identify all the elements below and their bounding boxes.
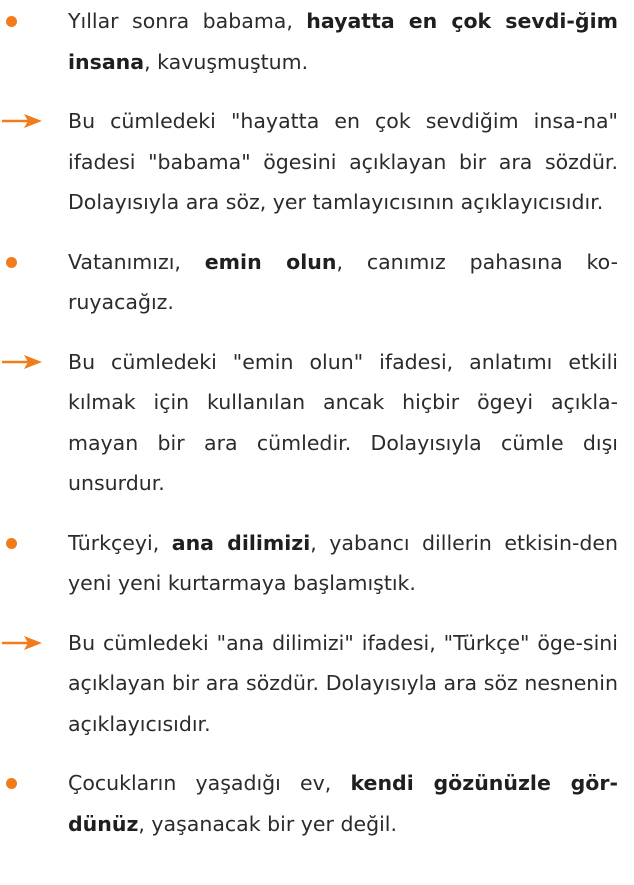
sentence-bold-phrase: ana dilimizi [171, 530, 311, 555]
example-sentence-1 [0, 1, 618, 82]
example-sentence-3 [0, 523, 618, 604]
bullet-dot-icon [6, 538, 17, 549]
explanation-text: Bu cümledeki "ana dilimizi" ifadesi, "Türkçe" öge-sini açıklayan bir ara sözdür. Dolayısıyla ara söz nesnenin açıklayıcısıdır. [68, 630, 618, 736]
sentence-bold-phrase: hayatta en çok sevdi-ğim insana [68, 9, 618, 74]
explanation-text: Bu cümledeki "hayatta en çok sevdiğim insa-na" ifadesi "babama" ögesini açıklayan bir ara sözdür. Dolayısıyla ara söz, yer tamlayıcısının açıklayıcısıdır. [68, 109, 618, 214]
explanation-2 [0, 342, 618, 504]
sentence-text-before: Türkçeyi, [68, 530, 172, 555]
bullet-dot-icon [6, 778, 17, 789]
sentence-text-before: Vatanımızı, [68, 249, 205, 274]
arrow-right-icon [0, 631, 44, 655]
bullet-dot-icon [6, 257, 17, 268]
sentence-text-after: , canımız pahasına ko-ruyacağız. [68, 249, 618, 314]
sentence-bold-phrase: emin olun [204, 249, 337, 274]
sentence-text-after: , yabancı dillerin etkisin-den yeni yeni kurtarmaya başlamıştık. [68, 530, 618, 595]
arrow-right-icon [0, 109, 44, 133]
example-sentence-4 [0, 763, 618, 844]
bullet-dot-icon [6, 16, 17, 27]
explanation-text: Bu cümledeki "emin olun" ifadesi, anlatımı etkili kılmak için kullanılan ancak hiçbir ögeyi açıkla-mayan bir ara cümledir. Dolayısıyla cümle dışı unsurdur. [68, 349, 618, 495]
example-sentence-2 [0, 242, 618, 323]
sentence-text-after: , yaşanacak bir yer değil. [138, 811, 398, 836]
sentence-text-before: Çocukların yaşadığı ev, [68, 771, 351, 795]
sentence-bold-phrase: kendi gözünüzle gör-dünüz [68, 771, 618, 836]
arrow-right-icon [0, 350, 44, 374]
explanation-1 [0, 101, 618, 223]
sentence-text-before: Yıllar sonra babama, [68, 9, 307, 33]
explanation-3 [0, 623, 618, 745]
sentence-text-after: , kavuşmuştum. [144, 49, 309, 74]
